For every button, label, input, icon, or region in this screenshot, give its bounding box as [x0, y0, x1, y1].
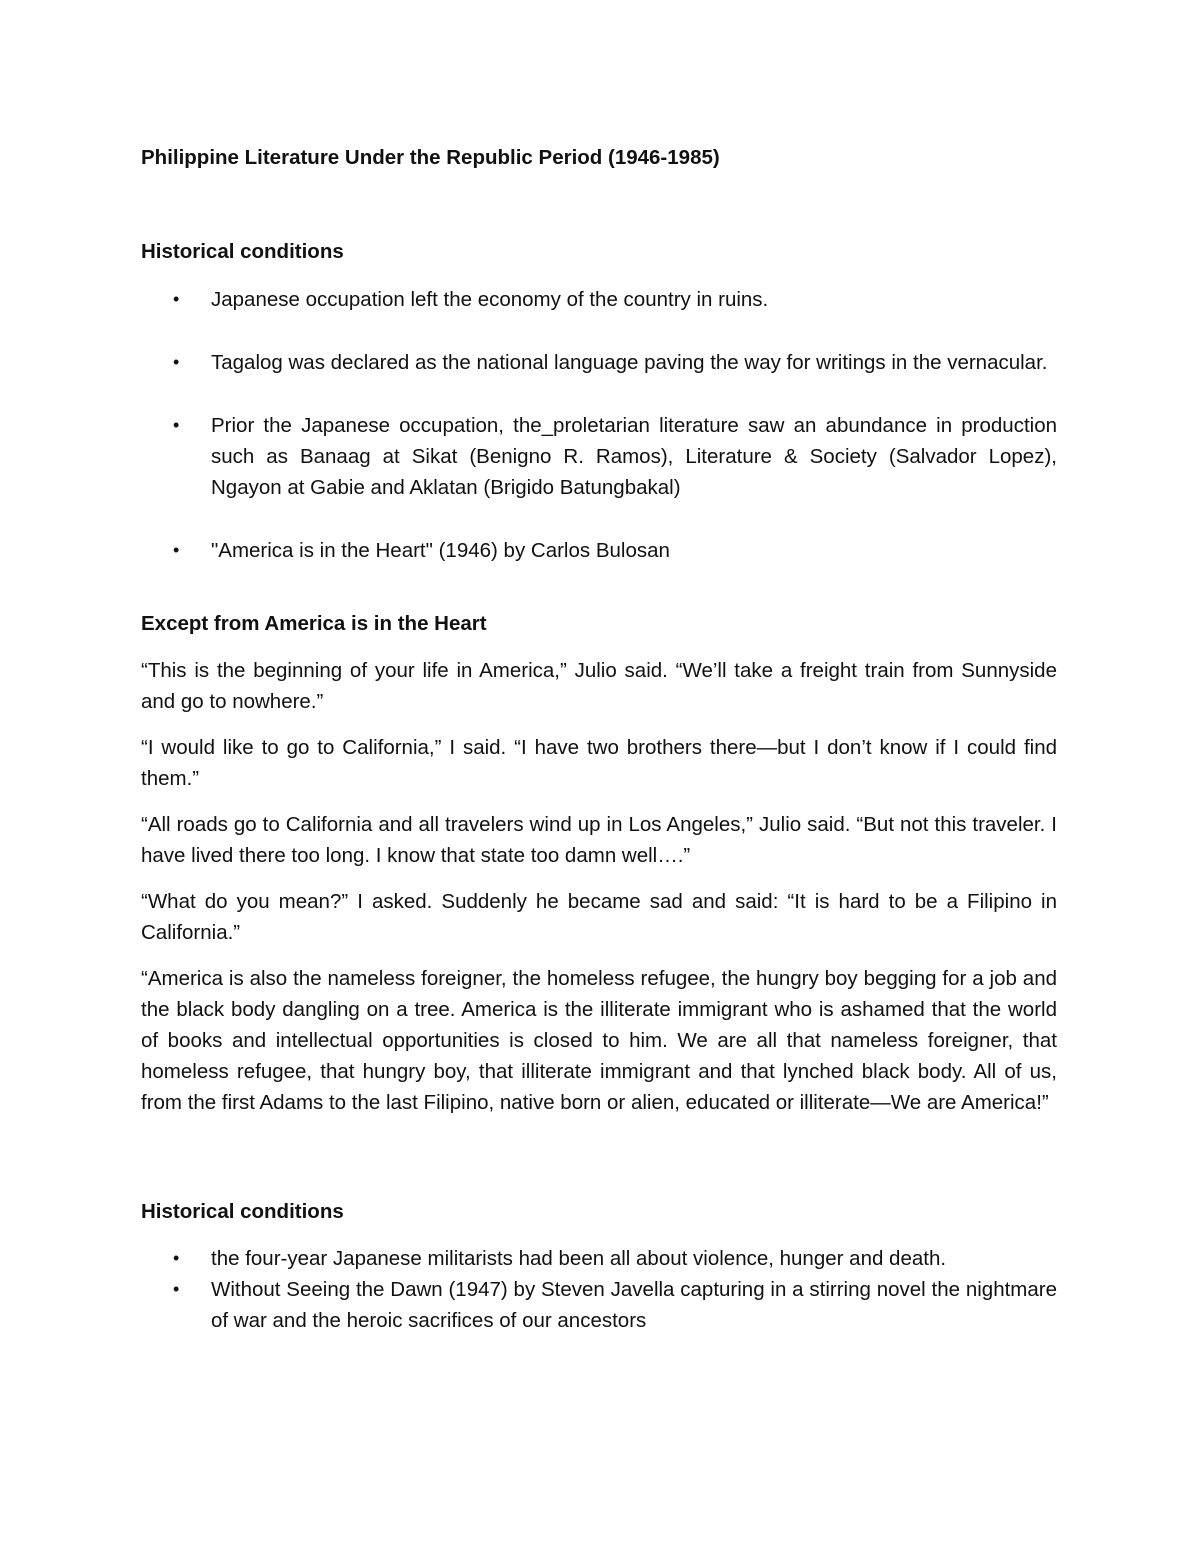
list-item: [141, 347, 1057, 378]
list-item: [141, 1274, 1057, 1336]
excerpt-paragraph: “I would like to go to California,” I said. “I have two brothers there—but I don’t know if I could find them.”: [141, 736, 1057, 790]
section-heading: Except from America is in the Heart: [141, 612, 487, 635]
section-excerpt: [141, 608, 1057, 1118]
bullet-icon: •: [173, 289, 180, 309]
excerpt-paragraph: “This is the beginning of your life in America,” Julio said. “We’ll take a freight train from Sunnyside and go to nowhere.”: [141, 659, 1057, 713]
bullet-list: [141, 1243, 1057, 1336]
list-item-text: the four-year Japanese militarists had been all about violence, hunger and death.: [211, 1247, 947, 1270]
section-heading: Historical conditions: [141, 240, 344, 263]
bullet-icon: •: [173, 415, 180, 435]
excerpt-paragraph: “All roads go to California and all travelers wind up in Los Angeles,” Julio said. “But not this traveler. I have lived there too long. I know that state too damn well….”: [141, 813, 1057, 867]
section-heading: Historical conditions: [141, 1200, 344, 1223]
excerpt-paragraph: “What do you mean?” I asked. Suddenly he became sad and said: “It is hard to be a Filipino in California.”: [141, 890, 1057, 944]
bullet-icon: •: [173, 1279, 180, 1299]
list-item-text: "America is in the Heart" (1946) by Carlos Bulosan: [211, 539, 670, 562]
section-historical-conditions-1: [141, 236, 1057, 566]
bullet-icon: •: [173, 540, 180, 560]
excerpt-paragraph: “America is also the nameless foreigner, the homeless refugee, the hungry boy begging for a job and the black body dangling on a tree. America is the illiterate immigrant who is ashamed that the world of books and intellectual opportunities is closed to him. We are all that nameless foreigner, that homeless refugee, that hungry boy, that illiterate immigrant and that lynched black body. All of us, from the first Adams to the last Filipino, native born or alien, educated or illiterate—We are America!”: [141, 967, 1057, 1114]
list-item-text: Without Seeing the Dawn (1947) by Steven Javella capturing in a stirring novel the nightmare of war and the heroic sacrifices of our ancestors: [211, 1278, 1057, 1332]
document-title: Philippine Literature Under the Republic Period (1946-1985): [141, 146, 720, 169]
bullet-icon: •: [173, 352, 180, 372]
list-item-text: Tagalog was declared as the national language paving the way for writings in the vernacular.: [211, 351, 1048, 374]
list-item-text: Prior the Japanese occupation, the_proletarian literature saw an abundance in production such as Banaag at Sikat (Benigno R. Ramos), Literature & Society (Salvador Lopez), Ngayon at Gabie and Aklatan (Brigido Batungbakal): [211, 414, 1057, 499]
list-item: [141, 1243, 1057, 1274]
document-body: [141, 142, 1057, 1336]
list-item: [141, 535, 1057, 566]
bullet-icon: •: [173, 1248, 180, 1268]
list-item: [141, 284, 1057, 315]
list-item-text: Japanese occupation left the economy of the country in ruins.: [211, 288, 769, 311]
bullet-list: [141, 284, 1057, 566]
list-item: [141, 410, 1057, 503]
section-historical-conditions-2: [141, 1196, 1057, 1336]
